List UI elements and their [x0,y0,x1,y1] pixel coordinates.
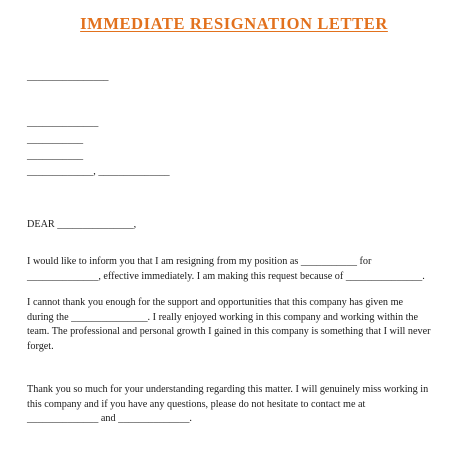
paragraph-position [27,255,457,284]
address-line-2: ___________ [27,134,84,145]
paragraph-gratitude-line: I cannot thank you enough for the support and opportunities that this company has given me [27,297,404,308]
paragraph-gratitude-line: forget. [27,340,54,352]
paragraph-closing-line: Thank you so much for your understanding regarding this matter. I will genuinely miss working in [27,384,429,395]
paragraph-closing [27,383,457,427]
paragraph-position-line: ______________, effective immediately. I am making this request because of _______________. [27,270,425,282]
address-line-1: ______________ [27,117,99,128]
letter-title [0,14,474,34]
paragraph-gratitude-line: during the _______________. I really enjoyed working in this company and working within the [27,311,419,323]
paragraph-position-line: I would like to inform you that I am resigning from my position as ___________ for [27,256,372,267]
paragraph-closing-line: ______________ and ______________. [27,413,192,424]
paragraph-gratitude [27,296,457,354]
paragraph-gratitude-line: team. The professional and personal growth I gained in this company is something that I will never [27,326,431,337]
letter-title-text: IMMEDIATE RESIGNATION LETTER [80,14,388,33]
paragraph-closing-line: this company and if you have any questions, please do not hesitate to contact me at [27,398,366,410]
date-blank-line: ________________ [27,71,109,82]
address-line-3: ___________ [27,150,84,161]
address-line-4: _____________, ______________ [27,166,170,177]
salutation: DEAR _______________, [27,219,137,230]
